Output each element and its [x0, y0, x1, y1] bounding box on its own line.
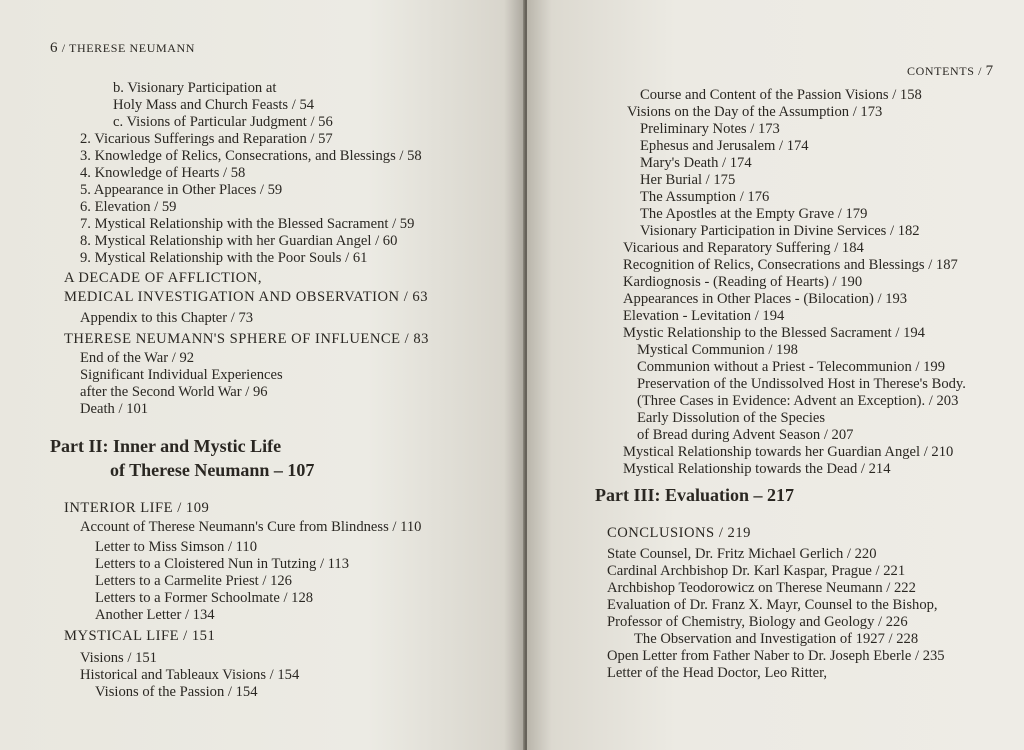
right-page	[527, 0, 1024, 750]
toc-entry: 4. Knowledge of Hearts / 58	[80, 165, 246, 181]
toc-entry: Visions / 151	[80, 650, 157, 666]
toc-entry: c. Visions of Particular Judgment / 56	[113, 114, 333, 130]
toc-entry: of Bread during Advent Season / 207	[637, 427, 854, 443]
toc-entry: Letter to Miss Simson / 110	[95, 539, 258, 555]
toc-entry: Kardiognosis - (Reading of Hearts) / 190	[623, 274, 863, 290]
toc-entry: MYSTICAL LIFE / 151	[64, 628, 216, 644]
left-page-number: 6	[50, 40, 59, 56]
toc-entry: Letter of the Head Doctor, Leo Ritter,	[607, 665, 828, 681]
part-ii-heading-line-1: Part II: Inner and Mystic Life	[50, 436, 282, 456]
toc-entry: Letters to a Carmelite Priest / 126	[95, 573, 292, 589]
toc-entry: (Three Cases in Evidence: Advent an Exception). / 203	[637, 393, 959, 409]
toc-entry: Letters to a Former Schoolmate / 128	[95, 590, 314, 606]
toc-entry: Course and Content of the Passion Visions / 158	[640, 87, 922, 103]
toc-entry: Death / 101	[80, 401, 149, 417]
toc-entry: Early Dissolution of the Species	[637, 410, 826, 426]
toc-entry: 5. Appearance in Other Places / 59	[80, 182, 283, 198]
toc-entry: Mystic Relationship to the Blessed Sacrament / 194	[623, 325, 925, 341]
toc-entry: Significant Individual Experiences	[80, 367, 283, 383]
toc-entry: Evaluation of Dr. Franz X. Mayr, Counsel to the Bishop,	[607, 597, 938, 613]
toc-entry: Preliminary Notes / 173	[640, 121, 780, 137]
toc-entry: Communion without a Priest - Telecommunion / 199	[637, 359, 945, 375]
running-head: THERESE NEUMANN	[69, 41, 196, 55]
header-separator: /	[978, 64, 983, 78]
toc-entry: 2. Vicarious Sufferings and Reparation / 57	[80, 131, 333, 147]
right-page-number: 7	[985, 63, 994, 79]
toc-entry: Preservation of the Undissolved Host in Therese's Body.	[637, 376, 966, 392]
toc-entry: The Observation and Investigation of 1927 / 228	[634, 631, 919, 647]
right-page-header	[907, 63, 994, 80]
toc-entry: Account of Therese Neumann's Cure from Blindness / 110	[80, 519, 422, 535]
header-separator: /	[61, 41, 66, 55]
toc-entry: Professor of Chemistry, Biology and Geology / 226	[607, 614, 908, 630]
toc-entry: Mystical Communion / 198	[637, 342, 798, 358]
toc-entry: INTERIOR LIFE / 109	[64, 500, 210, 516]
part-ii-heading-line-2: of Therese Neumann – 107	[110, 460, 315, 480]
toc-entry: Mary's Death / 174	[640, 155, 752, 171]
toc-entry: Archbishop Teodorowicz on Therese Neumann / 222	[607, 580, 916, 596]
toc-entry: Her Burial / 175	[640, 172, 736, 188]
toc-entry: Recognition of Relics, Consecrations and Blessings / 187	[623, 257, 958, 273]
toc-entry: THERESE NEUMANN'S SPHERE OF INFLUENCE / 83	[64, 331, 429, 347]
toc-entry: Letters to a Cloistered Nun in Tutzing / 113	[95, 556, 350, 572]
toc-entry: Holy Mass and Church Feasts / 54	[113, 97, 315, 113]
part-iii-heading: Part III: Evaluation – 217	[595, 485, 795, 505]
toc-entry: after the Second World War / 96	[80, 384, 268, 400]
running-head: CONTENTS	[907, 64, 975, 78]
toc-entry: Cardinal Archbishop Dr. Karl Kaspar, Prague / 221	[607, 563, 906, 579]
toc-entry: Vicarious and Reparatory Suffering / 184	[623, 240, 864, 256]
toc-entry: The Apostles at the Empty Grave / 179	[640, 206, 868, 222]
toc-entry: CONCLUSIONS / 219	[607, 525, 751, 541]
toc-entry: End of the War / 92	[80, 350, 195, 366]
toc-entry: Open Letter from Father Naber to Dr. Joseph Eberle / 235	[607, 648, 945, 664]
toc-entry: Visionary Participation in Divine Services / 182	[640, 223, 920, 239]
toc-entry: 3. Knowledge of Relics, Consecrations, and Blessings / 58	[80, 148, 422, 164]
toc-entry: The Assumption / 176	[640, 189, 770, 205]
toc-entry: b. Visionary Participation at	[113, 80, 277, 96]
toc-entry: Visions of the Passion / 154	[95, 684, 258, 700]
toc-entry: Mystical Relationship towards the Dead / 214	[623, 461, 891, 477]
toc-entry: State Counsel, Dr. Fritz Michael Gerlich / 220	[607, 546, 877, 562]
toc-entry: Mystical Relationship towards her Guardian Angel / 210	[623, 444, 954, 460]
left-page-header	[50, 40, 195, 57]
toc-entry: 7. Mystical Relationship with the Blessed Sacrament / 59	[80, 216, 415, 232]
toc-entry: Visions on the Day of the Assumption / 173	[627, 104, 883, 120]
toc-entry: MEDICAL INVESTIGATION AND OBSERVATION / 63	[64, 289, 428, 305]
toc-entry: Ephesus and Jerusalem / 174	[640, 138, 809, 154]
toc-entry: 6. Elevation / 59	[80, 199, 177, 215]
toc-entry: Elevation - Levitation / 194	[623, 308, 785, 324]
toc-entry: A DECADE OF AFFLICTION,	[64, 270, 262, 286]
toc-entry: Appearances in Other Places - (Bilocation) / 193	[623, 291, 908, 307]
toc-entry: 8. Mystical Relationship with her Guardian Angel / 60	[80, 233, 398, 249]
toc-entry: Another Letter / 134	[95, 607, 215, 623]
toc-entry: Appendix to this Chapter / 73	[80, 310, 254, 326]
toc-entry: Historical and Tableaux Visions / 154	[80, 667, 300, 683]
toc-entry: 9. Mystical Relationship with the Poor Souls / 61	[80, 250, 368, 266]
